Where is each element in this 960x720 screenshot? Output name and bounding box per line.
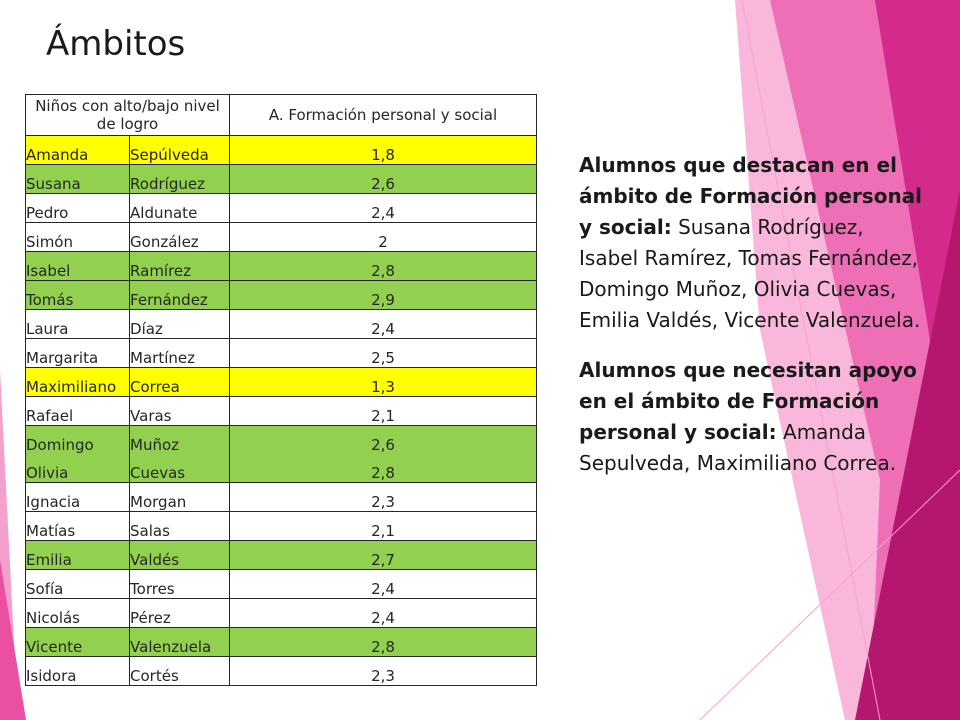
last-name-cell: Torres bbox=[130, 570, 230, 599]
first-name-cell: Matías bbox=[26, 512, 130, 541]
table-row bbox=[26, 541, 537, 570]
table-row bbox=[26, 397, 537, 426]
score-cell: 2,8 bbox=[230, 252, 537, 281]
last-name-cell: Rodríguez bbox=[130, 165, 230, 194]
table-row bbox=[26, 368, 537, 397]
first-name-cell: Vicente bbox=[26, 628, 130, 657]
support-paragraph bbox=[579, 355, 924, 479]
first-name-cell: Simón bbox=[26, 223, 130, 252]
table-row bbox=[26, 657, 537, 686]
first-name-cell: Rafael bbox=[26, 397, 130, 426]
score-cell: 2,6 bbox=[230, 426, 537, 455]
table-row bbox=[26, 194, 537, 223]
table-row bbox=[26, 223, 537, 252]
table-header-row bbox=[26, 95, 537, 136]
score-cell: 2,3 bbox=[230, 483, 537, 512]
first-name-cell: Nicolás bbox=[26, 599, 130, 628]
last-name-cell: Varas bbox=[130, 397, 230, 426]
last-name-cell: Fernández bbox=[130, 281, 230, 310]
score-cell: 2,4 bbox=[230, 310, 537, 339]
score-cell: 2,1 bbox=[230, 512, 537, 541]
first-name-cell: Sofía bbox=[26, 570, 130, 599]
support-heading: Alumnos que necesitan apoyo en el ámbito de Formación personal y social: bbox=[579, 358, 917, 444]
last-name-cell: Cuevas bbox=[130, 454, 230, 483]
first-name-cell: Domingo bbox=[26, 426, 130, 455]
header-names: Niños con alto/bajo nivel de logro bbox=[26, 95, 230, 136]
first-name-cell: Isidora bbox=[26, 657, 130, 686]
table-row bbox=[26, 628, 537, 657]
grades-table bbox=[25, 94, 537, 686]
last-name-cell: Muñoz bbox=[130, 426, 230, 455]
table-row bbox=[26, 454, 537, 483]
score-cell: 2,4 bbox=[230, 194, 537, 223]
last-name-cell: Díaz bbox=[130, 310, 230, 339]
table-row bbox=[26, 310, 537, 339]
table-row bbox=[26, 570, 537, 599]
first-name-cell: Isabel bbox=[26, 252, 130, 281]
last-name-cell: Morgan bbox=[130, 483, 230, 512]
first-name-cell: Laura bbox=[26, 310, 130, 339]
table-row bbox=[26, 281, 537, 310]
score-cell: 2 bbox=[230, 223, 537, 252]
score-cell: 2,1 bbox=[230, 397, 537, 426]
deco-left-pink-strip bbox=[0, 560, 26, 720]
table-row bbox=[26, 483, 537, 512]
last-name-cell: Correa bbox=[130, 368, 230, 397]
table-row bbox=[26, 252, 537, 281]
table-row bbox=[26, 426, 537, 455]
first-name-cell: Tomás bbox=[26, 281, 130, 310]
score-cell: 2,3 bbox=[230, 657, 537, 686]
header-score: A. Formación personal y social bbox=[230, 95, 537, 136]
score-cell: 2,4 bbox=[230, 570, 537, 599]
table-body bbox=[26, 136, 537, 686]
score-cell: 1,3 bbox=[230, 368, 537, 397]
score-cell: 2,5 bbox=[230, 339, 537, 368]
first-name-cell: Amanda bbox=[26, 136, 130, 165]
score-cell: 2,9 bbox=[230, 281, 537, 310]
last-name-cell: Ramírez bbox=[130, 252, 230, 281]
score-cell: 2,8 bbox=[230, 454, 537, 483]
score-cell: 2,4 bbox=[230, 599, 537, 628]
score-cell: 2,6 bbox=[230, 165, 537, 194]
score-cell: 2,8 bbox=[230, 628, 537, 657]
highlight-paragraph bbox=[579, 150, 924, 336]
last-name-cell: Pérez bbox=[130, 599, 230, 628]
last-name-cell: Martínez bbox=[130, 339, 230, 368]
last-name-cell: González bbox=[130, 223, 230, 252]
highlight-names: Susana Rodríguez, Isabel Ramírez, Tomas Fernández, Domingo Muñoz, Olivia Cuevas, Emilia Valdés, Vicente Valenzuela. bbox=[579, 215, 921, 332]
table-row bbox=[26, 339, 537, 368]
first-name-cell: Pedro bbox=[26, 194, 130, 223]
first-name-cell: Susana bbox=[26, 165, 130, 194]
first-name-cell: Ignacia bbox=[26, 483, 130, 512]
first-name-cell: Margarita bbox=[26, 339, 130, 368]
first-name-cell: Maximiliano bbox=[26, 368, 130, 397]
last-name-cell: Valdés bbox=[130, 541, 230, 570]
first-name-cell: Olivia bbox=[26, 454, 130, 483]
slide-title: Ámbitos bbox=[46, 24, 186, 64]
score-cell: 1,8 bbox=[230, 136, 537, 165]
table-row bbox=[26, 599, 537, 628]
table-row bbox=[26, 136, 537, 165]
last-name-cell: Aldunate bbox=[130, 194, 230, 223]
last-name-cell: Salas bbox=[130, 512, 230, 541]
first-name-cell: Emilia bbox=[26, 541, 130, 570]
table-row bbox=[26, 512, 537, 541]
last-name-cell: Sepúlveda bbox=[130, 136, 230, 165]
support-names: Amanda Sepulveda, Maximiliano Correa. bbox=[579, 420, 897, 475]
score-cell: 2,7 bbox=[230, 541, 537, 570]
last-name-cell: Valenzuela bbox=[130, 628, 230, 657]
highlight-heading: Alumnos que destacan en el ámbito de Formación personal y social: bbox=[579, 153, 923, 239]
table-row bbox=[26, 165, 537, 194]
last-name-cell: Cortés bbox=[130, 657, 230, 686]
notes-panel bbox=[579, 150, 924, 498]
